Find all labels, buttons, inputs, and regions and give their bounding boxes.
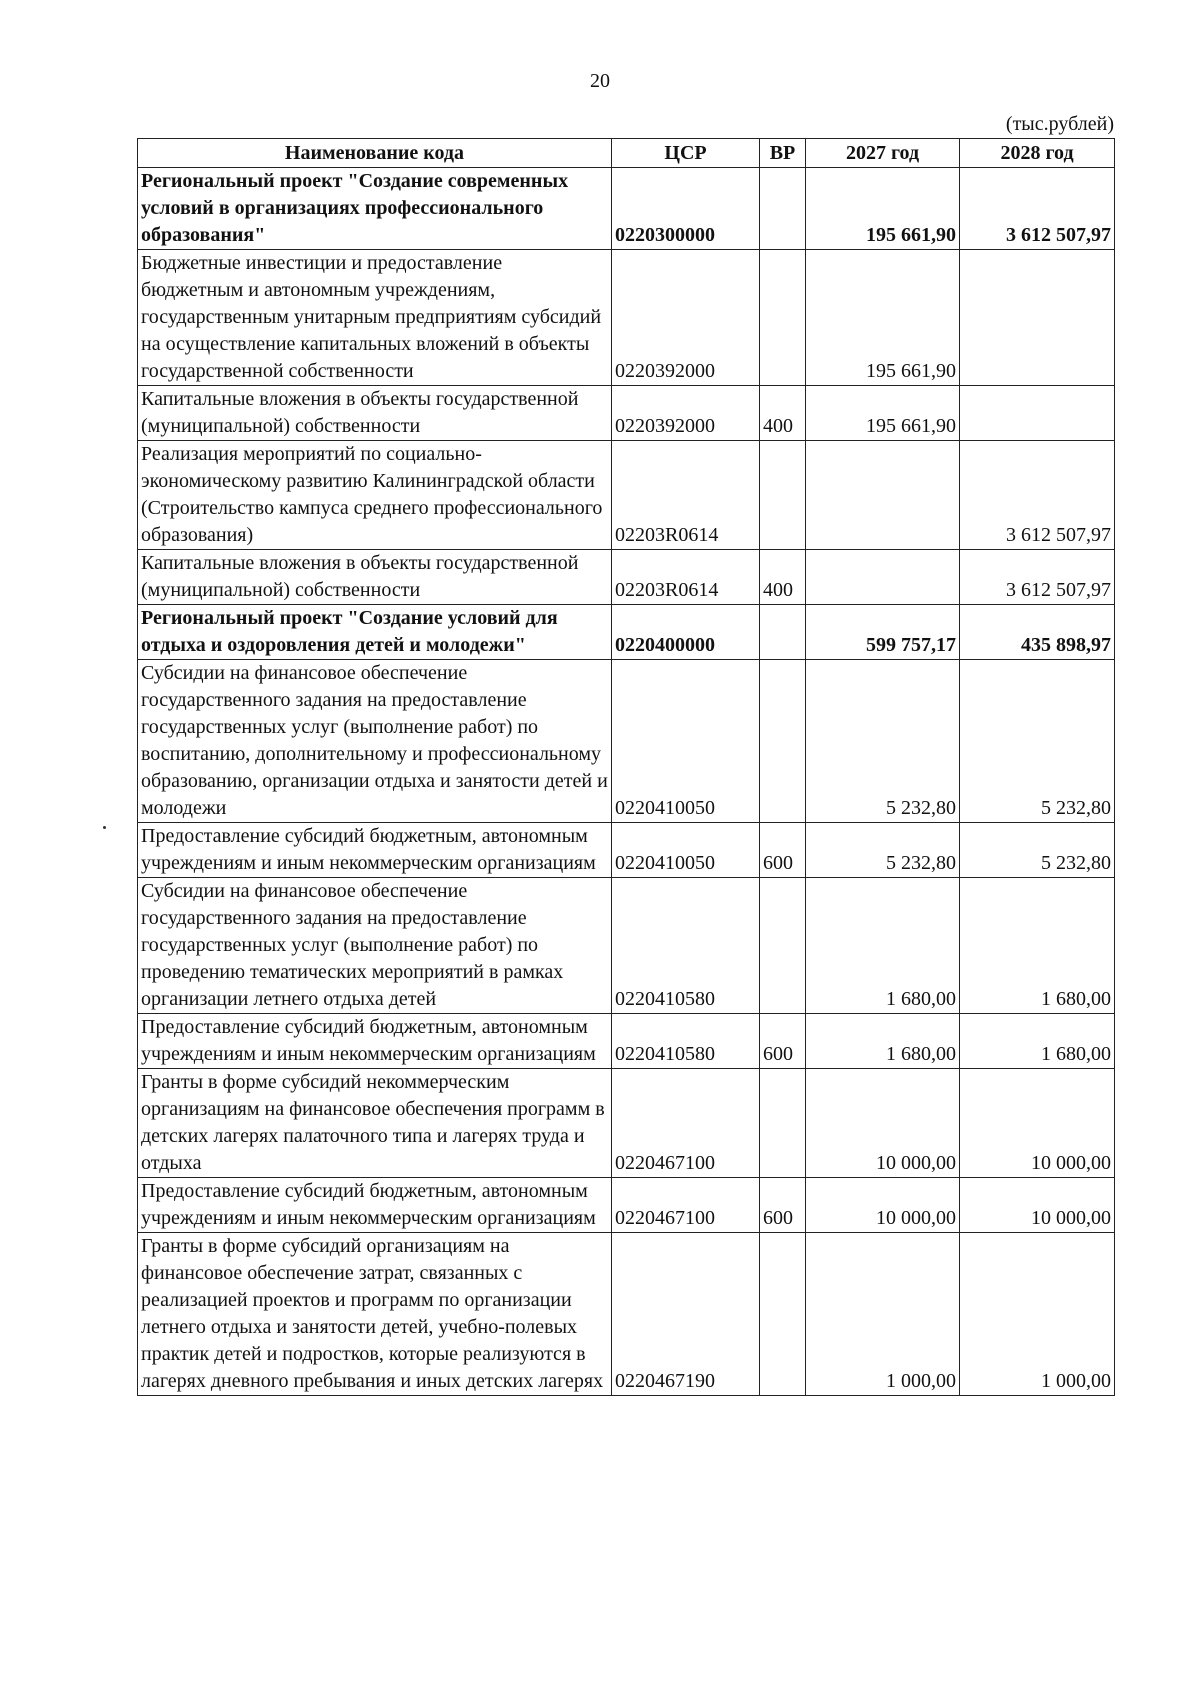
table-row [138,1233,1115,1396]
cell-2027: 1 680,00 [806,878,960,1014]
cell-vr: 600 [760,1014,806,1069]
cell-csr: 0220392000 [612,250,760,386]
cell-name: Региональный проект "Создание современных условий в организациях профессионального образования" [138,168,612,250]
cell-name: Субсидии на финансовое обеспечение государственного задания на предоставление государственных услуг (выполнение работ) по проведению тематических мероприятий в рамках организации летнего отдыха детей [138,878,612,1014]
cell-csr: 0220410050 [612,660,760,823]
cell-2027: 10 000,00 [806,1178,960,1233]
units-label: (тыс.рублей) [1005,113,1114,135]
cell-vr [760,168,806,250]
table-row [138,605,1115,660]
cell-csr: 0220467100 [612,1178,760,1233]
cell-2028: 3 612 507,97 [960,168,1115,250]
table-row [138,660,1115,823]
header-name: Наименование кода [138,139,612,168]
cell-csr: 0220410580 [612,1014,760,1069]
cell-2027: 599 757,17 [806,605,960,660]
cell-vr: 600 [760,1178,806,1233]
cell-2028: 1 680,00 [960,1014,1115,1069]
cell-name: Реализация мероприятий по социально-экономическому развитию Калининградской области (Строительство кампуса среднего профессионального образования) [138,441,612,550]
cell-2028: 435 898,97 [960,605,1115,660]
page-number: 20 [590,70,610,92]
cell-2027: 1 680,00 [806,1014,960,1069]
table-row [138,1069,1115,1178]
table-header-row [138,139,1115,168]
cell-2027: 5 232,80 [806,823,960,878]
header-2028: 2028 год [960,139,1115,168]
cell-2028: 1 680,00 [960,878,1115,1014]
cell-name: Гранты в форме субсидий некоммерческим организациям на финансовое обеспечения программ в детских лагерях палаточного типа и лагерях труда и отдыха [138,1069,612,1178]
table-row [138,878,1115,1014]
cell-name: Гранты в форме субсидий организациям на финансовое обеспечение затрат, связанных с реализацией проектов и программ по организации летнего отдыха и занятости детей, учебно-полевых практик детей и подростков, которые реализуются в лагерях дневного пребывания и иных детских лагерях [138,1233,612,1396]
cell-vr: 400 [760,386,806,441]
cell-csr: 0220467190 [612,1233,760,1396]
cell-2028: 10 000,00 [960,1069,1115,1178]
table-body [138,168,1115,1396]
stray-mark [103,826,106,829]
cell-name: Предоставление субсидий бюджетным, автономным учреждениям и иным некоммерческим организациям [138,1014,612,1069]
cell-2027 [806,550,960,605]
table-row [138,250,1115,386]
cell-csr: 0220300000 [612,168,760,250]
table-row [138,823,1115,878]
cell-2028: 3 612 507,97 [960,550,1115,605]
cell-vr [760,250,806,386]
cell-vr [760,660,806,823]
cell-csr: 0220410580 [612,878,760,1014]
cell-vr [760,878,806,1014]
cell-vr [760,605,806,660]
header-csr: ЦСР [612,139,760,168]
cell-2027: 195 661,90 [806,168,960,250]
cell-2028: 5 232,80 [960,660,1115,823]
cell-vr: 400 [760,550,806,605]
table-row [138,168,1115,250]
cell-vr [760,1233,806,1396]
cell-name: Бюджетные инвестиции и предоставление бюджетным и автономным учреждениям, государственным унитарным предприятиям субсидий на осуществление капитальных вложений в объекты государственной собственности [138,250,612,386]
table-row [138,1178,1115,1233]
cell-name: Капитальные вложения в объекты государственной (муниципальной) собственности [138,550,612,605]
cell-2028: 3 612 507,97 [960,441,1115,550]
cell-2027 [806,441,960,550]
budget-table [137,138,1115,1396]
table-row [138,441,1115,550]
cell-2028 [960,250,1115,386]
cell-2028: 5 232,80 [960,823,1115,878]
cell-vr [760,1069,806,1178]
cell-2028: 10 000,00 [960,1178,1115,1233]
cell-2027: 195 661,90 [806,250,960,386]
cell-2027: 195 661,90 [806,386,960,441]
cell-2028: 1 000,00 [960,1233,1115,1396]
cell-name: Предоставление субсидий бюджетным, автономным учреждениям и иным некоммерческим организациям [138,823,612,878]
header-vr: ВР [760,139,806,168]
cell-name: Предоставление субсидий бюджетным, автономным учреждениям и иным некоммерческим организациям [138,1178,612,1233]
header-2027: 2027 год [806,139,960,168]
cell-csr: 0220400000 [612,605,760,660]
cell-vr [760,441,806,550]
table-row [138,550,1115,605]
cell-2027: 10 000,00 [806,1069,960,1178]
cell-2027: 5 232,80 [806,660,960,823]
cell-csr: 02203R0614 [612,550,760,605]
cell-2027: 1 000,00 [806,1233,960,1396]
cell-csr: 02203R0614 [612,441,760,550]
cell-vr: 600 [760,823,806,878]
cell-csr: 0220410050 [612,823,760,878]
cell-name: Субсидии на финансовое обеспечение государственного задания на предоставление государственных услуг (выполнение работ) по воспитанию, дополнительному и профессиональному образованию, организации отдыха и занятости детей и молодежи [138,660,612,823]
cell-name: Региональный проект "Создание условий для отдыха и оздоровления детей и молодежи" [138,605,612,660]
cell-csr: 0220467100 [612,1069,760,1178]
cell-csr: 0220392000 [612,386,760,441]
cell-name: Капитальные вложения в объекты государственной (муниципальной) собственности [138,386,612,441]
cell-2028 [960,386,1115,441]
table-row [138,1014,1115,1069]
table-row [138,386,1115,441]
